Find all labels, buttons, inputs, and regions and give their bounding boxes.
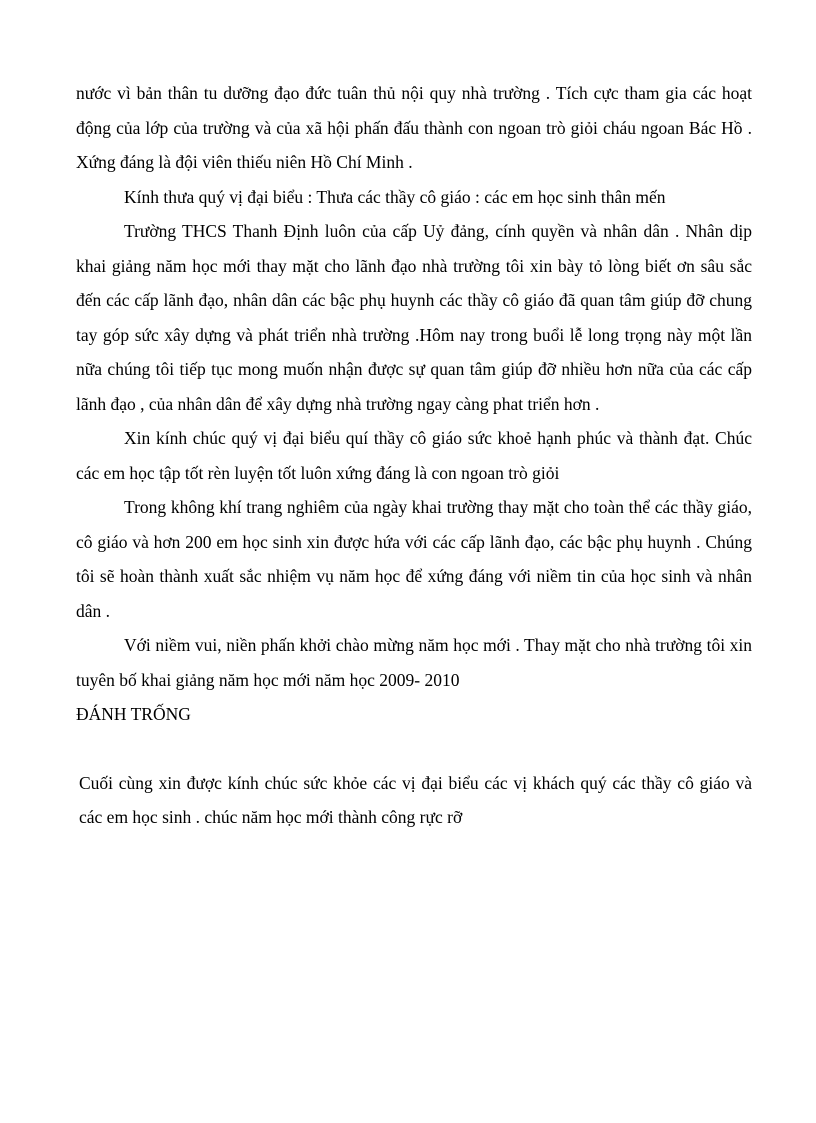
- paragraph-closing: Cuối cùng xin được kính chúc sức khỏe các vị đại biểu các vị khách quý các thầy cô giáo và các em học sinh . chúc năm học mới thành công rực rỡ: [79, 772, 752, 827]
- document-page: [76, 76, 752, 835]
- drum-heading: ĐÁNH TRỐNG: [76, 704, 191, 724]
- spacer: [76, 732, 752, 766]
- paragraph-greeting: Kính thưa quý vị đại biểu : Thưa các thầy cô giáo : các em học sinh thân mến: [124, 186, 666, 207]
- paragraph-pledge: Trong không khí trang nghiêm của ngày khai trường thay mặt cho toàn thể các thầy giáo, cô giáo và hơn 200 em học sinh xin được hứa với các cấp lãnh đạo, các bậc phụ huynh . Chúng tôi sẽ hoàn thành xuất sắc nhiệm vụ năm học để xứng đáng với niềm tin của học sinh và nhân dân .: [76, 497, 752, 621]
- paragraph-student-conduct: nước vì bản thân tu dưỡng đạo đức tuân thủ nội quy nhà trường . Tích cực tham gia các hoạt động của lớp của trường và của xã hội phấn đấu thành con ngoan trò giỏi cháu ngoan Bác Hồ . Xứng đáng là đội viên thiếu niên Hồ Chí Minh .: [76, 83, 752, 172]
- paragraph-opening-declaration: Với niềm vui, niền phấn khởi chào mừng năm học mới . Thay mặt cho nhà trường tôi xin tuyên bố khai giảng năm học mới năm học 2009- 2010: [76, 635, 752, 690]
- paragraph-gratitude: Trường THCS Thanh Định luôn của cấp Uỷ đảng, cính quyền và nhân dân . Nhân dịp khai giảng năm học mới thay mặt cho lãnh đạo nhà trường tôi xin bày tỏ lòng biết ơn sâu sắc đến các cấp lãnh đạo, nhân dân các bậc phụ huynh các thầy cô giáo đã quan tâm giúp đỡ chung tay góp sức xây dựng và phát triển nhà trường .Hôm nay trong buổi lễ long trọng này một lần nữa chúng tôi tiếp tục mong muốn nhận được sự quan tâm giúp đỡ nhiều hơn nữa của các cấp lãnh đạo , của nhân dân để xây dựng nhà trường ngay càng phat triển hơn .: [76, 221, 752, 414]
- paragraph-wishes: Xin kính chúc quý vị đại biểu quí thầy cô giáo sức khoẻ hạnh phúc và thành đạt. Chúc các em học tập tốt rèn luyện tốt luôn xứng đáng là con ngoan trò giỏi: [76, 428, 752, 483]
